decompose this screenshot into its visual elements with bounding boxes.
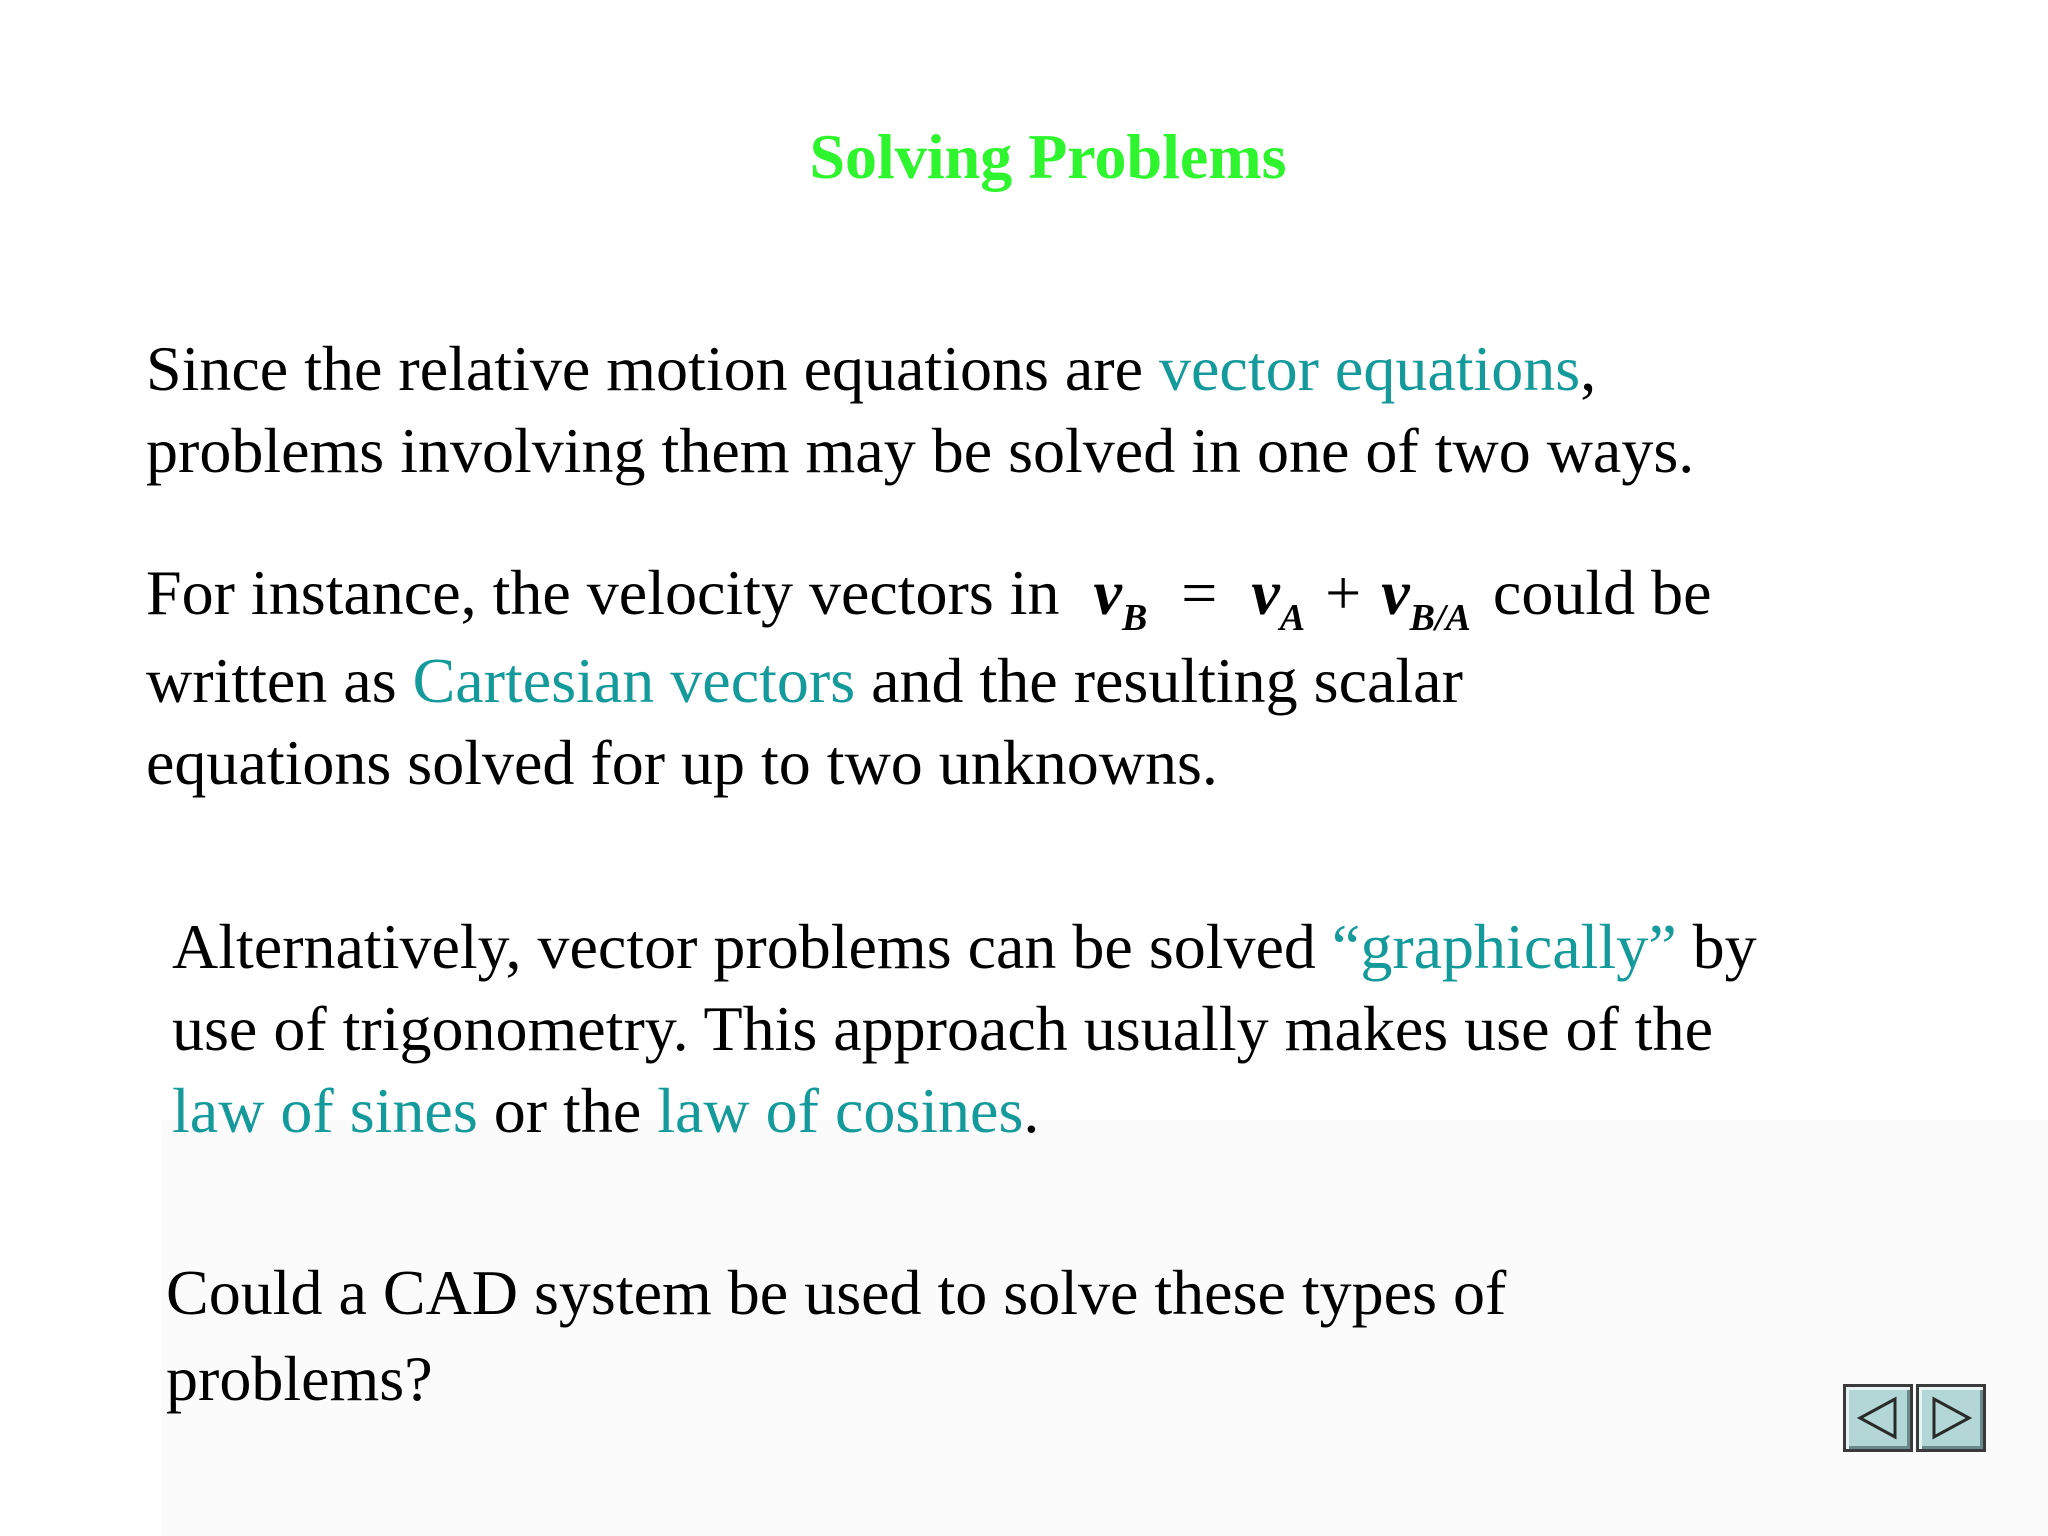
text: For instance, the velocity vectors in xyxy=(146,557,1060,628)
text: by xyxy=(1676,911,1757,982)
triangle-left-icon xyxy=(1855,1395,1901,1441)
highlight-cartesian-vectors: Cartesian vectors xyxy=(412,645,856,716)
slide-navigation xyxy=(1843,1384,1986,1452)
paragraph-vector-equations xyxy=(146,328,1694,492)
velocity-equation xyxy=(1094,545,1471,640)
paragraph-line xyxy=(172,1070,1757,1152)
text: Alternatively, vector problems can be solved xyxy=(172,911,1332,982)
paragraph-cad-question xyxy=(166,1250,1506,1422)
paragraph-line xyxy=(146,328,1694,410)
triangle-right-icon xyxy=(1928,1395,1974,1441)
highlight-graphically: “graphically” xyxy=(1331,911,1677,982)
paragraph-graphical xyxy=(172,906,1757,1152)
text: could be xyxy=(1492,557,1712,628)
highlight-law-of-sines: law of sines xyxy=(172,1075,478,1146)
eq-sub-ba: B/A xyxy=(1409,597,1471,639)
previous-slide-button[interactable] xyxy=(1843,1384,1913,1452)
paragraph-line: use of trigonometry. This approach usually makes use of the xyxy=(172,993,1713,1064)
text: . xyxy=(1023,1075,1040,1146)
eq-sub-a: A xyxy=(1279,597,1306,639)
next-slide-button[interactable] xyxy=(1916,1384,1986,1452)
text: , xyxy=(1580,333,1597,404)
eq-v-a: v xyxy=(1251,557,1280,628)
eq-v-ba: v xyxy=(1381,557,1410,628)
paragraph-line: Could a CAD system be used to solve these types of xyxy=(166,1257,1507,1328)
text: written as xyxy=(146,645,413,716)
paragraph-line xyxy=(172,906,1757,988)
slide-title: Solving Problems xyxy=(809,121,1287,192)
paragraph-line: problems? xyxy=(166,1343,433,1414)
highlight-law-of-cosines: law of cosines xyxy=(657,1075,1024,1146)
text: and the resulting scalar xyxy=(855,645,1463,716)
paragraph-line: problems involving them may be solved in one of two ways. xyxy=(146,415,1695,486)
paragraph-line: equations solved for up to two unknowns. xyxy=(146,727,1218,798)
highlight-vector-equations: vector equations xyxy=(1159,333,1581,404)
paragraph-line xyxy=(146,545,1712,640)
eq-v-b: v xyxy=(1093,557,1122,628)
text: Since the relative motion equations are xyxy=(146,333,1159,404)
eq-plus: + xyxy=(1325,557,1362,628)
paragraph-line xyxy=(146,640,1712,722)
text: or the xyxy=(477,1075,658,1146)
paragraph-cartesian xyxy=(146,545,1712,804)
eq-sub-b: B xyxy=(1121,597,1148,639)
eq-equals: = xyxy=(1181,557,1218,628)
